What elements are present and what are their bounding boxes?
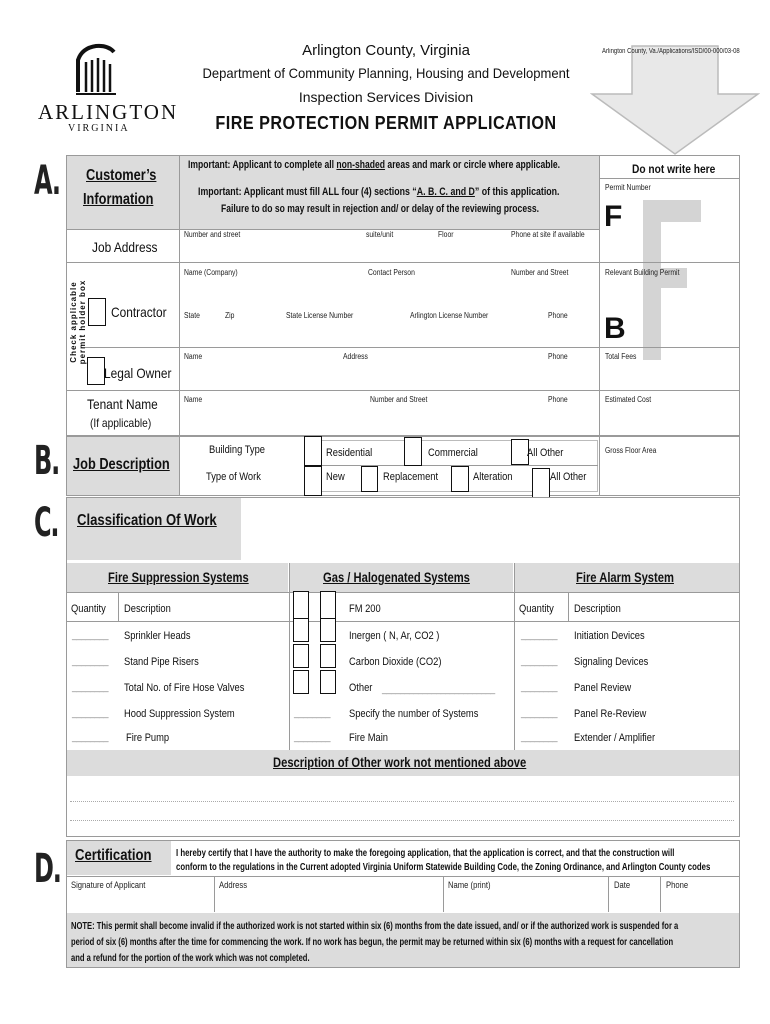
job-suite[interactable]: suite/unit: [366, 230, 394, 239]
address-label[interactable]: Address: [219, 880, 248, 890]
other-work-line[interactable]: [70, 820, 734, 821]
check-label-line-2: permit holder box: [78, 279, 87, 365]
customer-info-line2: Information: [83, 191, 154, 208]
all-other-work-checkbox[interactable]: [532, 468, 550, 498]
page-title: FIRE PROTECTION PERMIT APPLICATION: [215, 113, 557, 133]
job-description-label: Job Description: [73, 456, 170, 473]
alarm-quantity-blank[interactable]: ________: [521, 656, 558, 666]
job-address-label: Job Address: [92, 239, 158, 255]
legal-owner-checkbox[interactable]: [87, 357, 105, 385]
replacement-label: Replacement: [383, 471, 439, 483]
logo-subtext: VIRGINIA: [68, 123, 130, 134]
office-divider: [599, 178, 740, 179]
office-letter-b: B: [604, 312, 626, 345]
owner-name[interactable]: Name: [184, 352, 203, 361]
gas-checkbox[interactable]: [293, 644, 309, 668]
tenant-name[interactable]: Name: [184, 395, 203, 404]
residential-label: Residential: [326, 447, 373, 459]
tenant-number-street[interactable]: Number and Street: [370, 395, 428, 404]
owner-phone[interactable]: Phone: [548, 352, 568, 361]
check-applicable-label: [66, 268, 86, 378]
all-other-building-label: All Other: [527, 447, 564, 459]
gas-checkbox[interactable]: [320, 670, 336, 694]
alarm-quantity-blank[interactable]: ________: [521, 682, 558, 692]
section-letter-a: A.: [34, 158, 60, 204]
office-divider: [599, 390, 740, 391]
office-big-f-graphic: [643, 200, 703, 360]
contractor-checkbox[interactable]: [88, 298, 106, 326]
contractor-label: Contractor: [111, 304, 167, 320]
gas-checkbox[interactable]: [293, 618, 309, 642]
instruction-2-emph: A. B. C. and D: [416, 186, 475, 198]
alteration-checkbox[interactable]: [451, 466, 469, 492]
gas-checkbox[interactable]: [293, 670, 309, 694]
alarm-quantity-header: Quantity: [519, 603, 554, 615]
replacement-checkbox[interactable]: [361, 466, 378, 492]
commercial-label: Commercial: [428, 447, 478, 459]
job-number-street[interactable]: Number and street: [184, 230, 241, 239]
arlington-logo: [38, 42, 179, 137]
section-letter-b: B.: [34, 438, 60, 484]
row-divider: [66, 876, 740, 877]
alarm-item-label: Panel Review: [574, 682, 632, 694]
permit-number-label: Permit Number: [605, 183, 651, 192]
suppression-quantity-blank[interactable]: ________: [72, 732, 109, 742]
gas-quantity-blank[interactable]: ________: [294, 732, 331, 742]
office-divider: [599, 347, 740, 348]
instruction-2-post: ” of this application.: [474, 186, 560, 198]
contractor-contact[interactable]: Contact Person: [368, 268, 415, 277]
certification-text-1: I hereby certify that I have the authority to make the foregoing application, that the application is correct, and that the construction will: [176, 848, 675, 859]
other-work-heading: Description of Other work not mentioned above: [273, 754, 527, 770]
instruction-line-2: [198, 186, 559, 198]
gas-checkbox[interactable]: [320, 591, 336, 619]
legal-owner-label: Legal Owner: [104, 365, 172, 381]
form-code: Arlington County, Va./Applications/ISD/00-000/03-08: [602, 48, 740, 55]
gas-extra-label: Specify the number of Systems: [349, 708, 479, 720]
alarm-description-header: Description: [574, 603, 621, 615]
job-floor[interactable]: Floor: [438, 230, 454, 239]
building-type-label: Building Type: [209, 444, 265, 456]
col-divider: [568, 593, 569, 621]
suppression-quantity-blank[interactable]: ________: [72, 682, 109, 692]
phone-label[interactable]: Phone: [666, 880, 689, 890]
suppression-description-header: Description: [124, 603, 171, 615]
note-line-3: and a refund for the portion of the work which was not completed.: [71, 953, 310, 964]
col-divider: [443, 876, 444, 912]
relevant-permit-label: Relevant Building Permit: [605, 268, 680, 277]
note-line-2: period of six (6) months after the time for commencing the work. If no work has begun, the permit may be returned within six (6) months with a request for cancellation: [71, 937, 674, 948]
suppression-quantity-blank[interactable]: ________: [72, 630, 109, 640]
row-divider: [66, 262, 600, 263]
total-fees-label: Total Fees: [605, 352, 637, 361]
section-letter-d: D.: [34, 846, 61, 892]
row-divider: [66, 621, 740, 622]
classification-title: Classification Of Work: [77, 512, 217, 529]
contractor-arlington-license[interactable]: Arlington License Number: [410, 311, 489, 320]
instruction-2-pre: Important: Applicant must fill ALL four (4) sections “: [198, 186, 417, 198]
alarm-item-label: Signaling Devices: [574, 656, 649, 668]
gas-extra-label: Fire Main: [349, 732, 388, 744]
certification-text-2: conform to the regulations in the Current adopted Virginia Uniform Statewide Building Code, the Zoning Ordinance, and Arlington County codes: [176, 862, 711, 873]
row-divider: [66, 592, 740, 593]
estimated-cost-label: Estimated Cost: [605, 395, 652, 404]
col-divider: [608, 876, 609, 912]
job-phone-site[interactable]: Phone at site if available: [511, 230, 585, 239]
customer-info-line1: Customer’s: [86, 167, 157, 184]
date-label[interactable]: Date: [614, 880, 631, 890]
alarm-item-label: Panel Re-Review: [574, 708, 647, 720]
row-divider: [85, 347, 600, 348]
row-divider: [66, 390, 600, 391]
contractor-name-company[interactable]: Name (Company): [184, 268, 238, 277]
suppression-item-label: Fire Pump: [126, 732, 170, 744]
check-label-line-1: Check applicable: [69, 281, 78, 363]
gas-other-blank[interactable]: _________________________: [382, 684, 495, 694]
contractor-number-street[interactable]: Number and Street: [511, 268, 569, 277]
gross-floor-area-label: Gross Floor Area: [605, 446, 657, 455]
instruction-1-emph: non-shaded: [336, 159, 386, 171]
alarm-quantity-blank[interactable]: ________: [521, 732, 558, 742]
signature-label[interactable]: Signature of Applicant: [71, 880, 146, 890]
tenant-phone[interactable]: Phone: [548, 395, 568, 404]
if-applicable-label: (If applicable): [90, 416, 152, 430]
instruction-1-post: areas and mark or circle where applicable.: [385, 159, 561, 171]
alarm-item-label: Extender / Amplifier: [574, 732, 656, 744]
commercial-checkbox[interactable]: [404, 437, 422, 466]
instruction-line-3: Failure to do so may result in rejection and/ or delay of the reviewing process.: [221, 203, 540, 215]
type-of-work-label: Type of Work: [206, 471, 261, 483]
col-divider: [179, 437, 180, 495]
suppression-quantity-blank[interactable]: ________: [72, 708, 109, 718]
contractor-state-license[interactable]: State License Number: [286, 311, 354, 320]
contractor-zip[interactable]: Zip: [225, 311, 235, 320]
office-letter-f: F: [604, 200, 623, 233]
office-use-title: Do not write here: [632, 162, 716, 176]
suppression-item-label: Stand Pipe Risers: [124, 656, 199, 668]
note-line-1: NOTE: This permit shall become invalid if the authorized work is not started within six (6) months from the date issued, and/ or if the authorized work is suspended for a: [71, 921, 679, 932]
gas-item-label: Other: [349, 682, 373, 694]
alarm-quantity-blank[interactable]: ________: [521, 708, 558, 718]
alteration-label: Alteration: [473, 471, 513, 483]
owner-address[interactable]: Address: [343, 352, 368, 361]
gas-item-label: Carbon Dioxide (CO2): [349, 656, 442, 668]
certification-title: Certification: [75, 847, 152, 864]
gas-item-label: Inergen ( N, Ar, CO2 ): [349, 630, 440, 642]
contractor-phone[interactable]: Phone: [548, 311, 568, 320]
gas-checkbox[interactable]: [320, 618, 336, 642]
col-divider: [214, 876, 215, 912]
section-letter-c: C.: [34, 500, 59, 546]
header-county: Arlington County, Virginia: [302, 42, 470, 59]
new-label: New: [326, 471, 345, 483]
other-work-line[interactable]: [70, 801, 734, 802]
gas-item-label: FM 200: [349, 603, 381, 615]
col-divider: [118, 593, 119, 621]
all-other-work-label: All Other: [550, 471, 587, 483]
instruction-line-1: [188, 159, 560, 171]
tenant-name-label: Tenant Name: [87, 396, 158, 412]
header-division: Inspection Services Division: [298, 89, 474, 105]
logo-text: ARLINGTON: [38, 100, 179, 124]
gas-halogenated-heading: Gas / Halogenated Systems: [323, 569, 470, 585]
suppression-item-label: Hood Suppression System: [124, 708, 235, 720]
fire-alarm-heading: Fire Alarm System: [576, 569, 674, 585]
residential-checkbox[interactable]: [304, 436, 322, 466]
gas-checkbox[interactable]: [320, 644, 336, 668]
col-divider: [179, 156, 180, 436]
suppression-item-label: Sprinkler Heads: [124, 630, 191, 642]
suppression-quantity-blank[interactable]: ________: [72, 656, 109, 666]
suppression-item-label: Total No. of Fire Hose Valves: [124, 682, 245, 694]
suppression-quantity-header: Quantity: [71, 603, 106, 615]
instruction-1-pre: Important: Applicant to complete all: [188, 159, 337, 171]
fire-suppression-heading: Fire Suppression Systems: [108, 569, 249, 585]
contractor-state[interactable]: State: [184, 311, 200, 320]
gas-quantity-blank[interactable]: ________: [294, 708, 331, 718]
gas-checkbox[interactable]: [293, 591, 309, 619]
alarm-quantity-blank[interactable]: ________: [521, 630, 558, 640]
alarm-item-label: Initiation Devices: [574, 630, 645, 642]
down-arrow-icon: [590, 44, 760, 156]
office-divider: [599, 262, 740, 263]
name-print-label[interactable]: Name (print): [448, 880, 491, 890]
header-department: Department of Community Planning, Housing and Development: [202, 65, 570, 81]
arlington-logo-icon: [68, 42, 128, 97]
col-divider: [660, 876, 661, 912]
col-divider: [599, 437, 600, 495]
new-checkbox[interactable]: [304, 466, 322, 496]
